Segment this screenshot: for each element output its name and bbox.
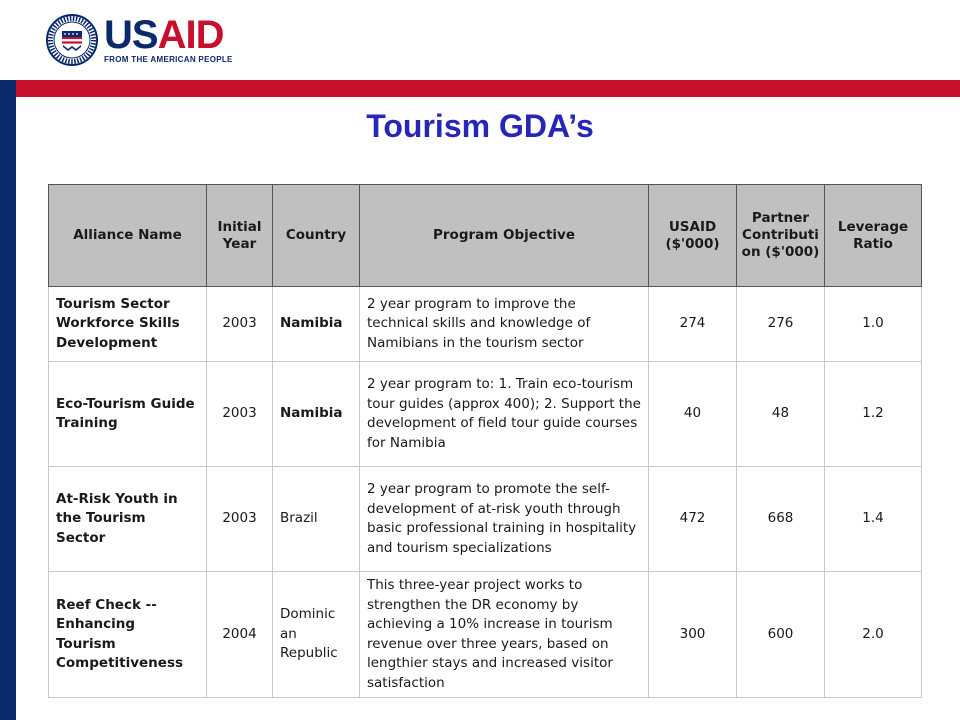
table-row bbox=[49, 467, 922, 572]
table-row bbox=[49, 362, 922, 467]
header-initial-year: Initial Year bbox=[207, 185, 273, 287]
program-objective-cell: 2 year program to improve the technical skills and knowledge of Namibians in the tourism sector bbox=[360, 287, 649, 362]
initial-year-cell: 2003 bbox=[207, 467, 273, 572]
leverage-ratio-cell: 1.4 bbox=[825, 467, 922, 572]
logo-tagline: FROM THE AMERICAN PEOPLE bbox=[104, 55, 233, 64]
header-program-objective: Program Objective bbox=[360, 185, 649, 287]
alliance-name-cell: Reef Check -- Enhancing Tourism Competitiveness bbox=[49, 572, 207, 698]
country-cell: Namibia bbox=[273, 362, 360, 467]
table-row bbox=[49, 572, 922, 698]
usaid-amount-cell: 472 bbox=[649, 467, 737, 572]
initial-year-cell: 2004 bbox=[207, 572, 273, 698]
country-cell: Dominic an Republic bbox=[273, 572, 360, 698]
leverage-ratio-cell: 1.2 bbox=[825, 362, 922, 467]
alliance-name-cell: Tourism Sector Workforce Skills Development bbox=[49, 287, 207, 362]
usaid-wordmark: USAID bbox=[104, 13, 224, 57]
header-leverage-ratio: Leverage Ratio bbox=[825, 185, 922, 287]
program-objective-cell: 2 year program to promote the self-development of at-risk youth through basic professional training in hospitality and tourism specializations bbox=[360, 467, 649, 572]
usaid-amount-cell: 40 bbox=[649, 362, 737, 467]
country-cell: Brazil bbox=[273, 467, 360, 572]
leverage-ratio-cell: 2.0 bbox=[825, 572, 922, 698]
country-cell: Namibia bbox=[273, 287, 360, 362]
usaid-seal-icon bbox=[46, 14, 98, 66]
alliance-name-cell: Eco-Tourism Guide Training bbox=[49, 362, 207, 467]
partner-contribution-cell: 276 bbox=[737, 287, 825, 362]
header-usaid-amount: USAID ($'000) bbox=[649, 185, 737, 287]
initial-year-cell: 2003 bbox=[207, 362, 273, 467]
program-objective-cell: This three-year project works to strengthen the DR economy by achieving a 10% increase in tourism revenue over three years, based on lengthier stays and increased visitor satisfaction bbox=[360, 572, 649, 698]
usaid-logo bbox=[46, 14, 233, 66]
alliance-name-cell: At-Risk Youth in the Tourism Sector bbox=[49, 467, 207, 572]
initial-year-cell: 2003 bbox=[207, 287, 273, 362]
program-objective-cell: 2 year program to: 1. Train eco-tourism tour guides (approx 400); 2. Support the development of field tour guide courses for Namibia bbox=[360, 362, 649, 467]
tourism-gda-table bbox=[48, 184, 922, 698]
usaid-amount-cell: 300 bbox=[649, 572, 737, 698]
page-title: Tourism GDA’s bbox=[366, 108, 594, 144]
header-country: Country bbox=[273, 185, 360, 287]
leverage-ratio-cell: 1.0 bbox=[825, 287, 922, 362]
usaid-amount-cell: 274 bbox=[649, 287, 737, 362]
table-row bbox=[49, 287, 922, 362]
partner-contribution-cell: 600 bbox=[737, 572, 825, 698]
partner-contribution-cell: 48 bbox=[737, 362, 825, 467]
partner-contribution-cell: 668 bbox=[737, 467, 825, 572]
header-partner-contribution: Partner Contributi on ($'000) bbox=[737, 185, 825, 287]
left-accent-bar bbox=[0, 80, 16, 720]
top-accent-bar bbox=[16, 80, 960, 97]
table-header-row bbox=[49, 185, 922, 287]
header-alliance-name: Alliance Name bbox=[49, 185, 207, 287]
